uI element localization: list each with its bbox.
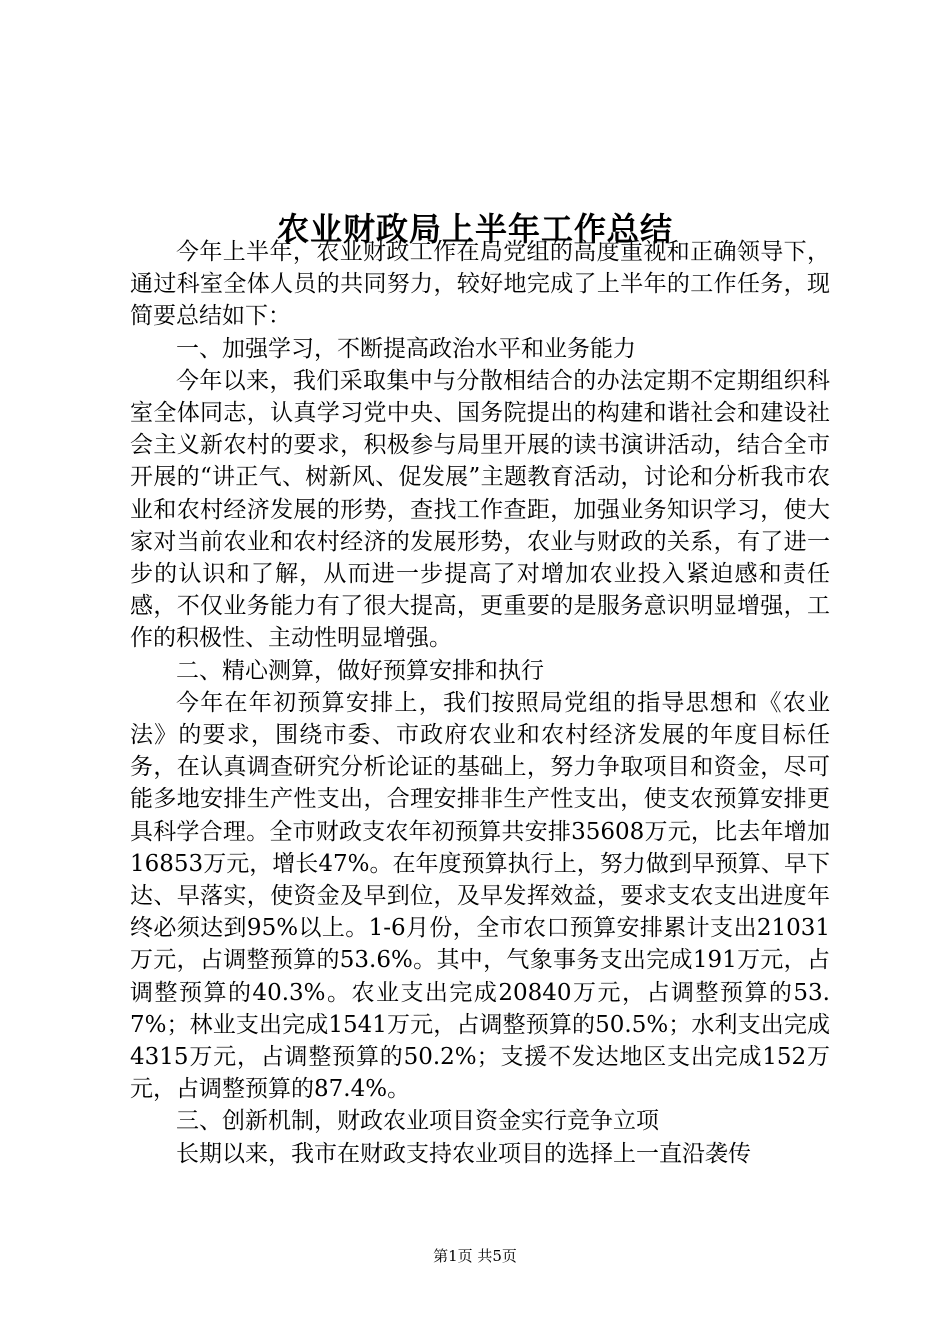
document-body — [130, 236, 830, 1170]
section-2-paragraph: 今年在年初预算安排上，我们按照局党组的指导思想和《农业法》的要求，围绕市委、市政府农业和农村经济发展的年度目标任务，在认真调查研究分析论证的基础上，努力争取项目和资金，尽可能多地安排生产性支出，合理安排非生产性支出，使支农预算安排更具科学合理。全市财政支农年初预算共安排35608万元，比去年增加16853万元，增长47%。在年度预算执行上，努力做到早预算、早下达、早落实，使资金及早到位，及早发挥效益，要求支农支出进度年终必须达到95%以上。1-6月份，全市农口预算安排累计支出21031万元，占调整预算的53.6%。其中，气象事务支出完成191万元，占调整预算的40.3%。农业支出完成20840万元，占调整预算的53.7%；林业支出完成1541万元，占调整预算的50.5%；水利支出完成4315万元，占调整预算的50.2%；支援不发达地区支出完成152万元，占调整预算的87.4%。 — [130, 689, 830, 1103]
section-heading-2: 二、精心测算，做好预算安排和执行 — [176, 657, 544, 684]
section-heading-1: 一、加强学习，不断提高政治水平和业务能力 — [176, 335, 636, 362]
intro-paragraph: 今年上半年，农业财政工作在局党组的高度重视和正确领导下，通过科室全体人员的共同努力，较好地完成了上半年的工作任务，现简要总结如下： — [130, 239, 830, 330]
section-heading-3: 三、创新机制，财政农业项目资金实行竞争立项 — [176, 1108, 659, 1135]
section-1-paragraph: 今年以来，我们采取集中与分散相结合的办法定期不定期组织科室全体同志，认真学习党中央、国务院提出的构建和谐社会和建设社会主义新农村的要求，积极参与局里开展的读书演讲活动，结合全市开展的“讲正气、树新风、促发展”主题教育活动，讨论和分析我市农业和农村经济发展的形势，查找工作查距，加强业务知识学习，使大家对当前农业和农村经济的发展形势，农业与财政的关系，有了进一步的认识和了解，从而进一步提高了对增加农业投入紧迫感和责任感，不仅业务能力有了很大提高，更重要的是服务意识明显增强，工作的积极性、主动性明显增强。 — [130, 367, 830, 652]
page-number-footer: 第1页 共5页 — [433, 1247, 517, 1265]
document-title: 农业财政局上半年工作总结 — [276, 210, 673, 249]
section-3-paragraph: 长期以来，我市在财政支持农业项目的选择上一直沿袭传 — [176, 1140, 751, 1167]
